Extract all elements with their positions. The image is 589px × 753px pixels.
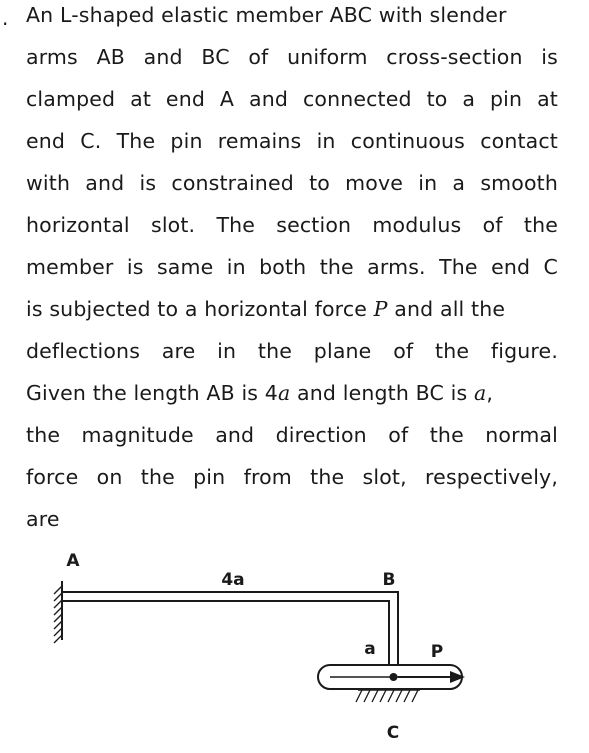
- question-line-10-end: ,: [486, 381, 494, 405]
- label-A: A: [66, 551, 80, 571]
- question-line-13: are: [26, 507, 60, 531]
- question-line-11: the magnitude and direction of the normal: [26, 423, 558, 447]
- question-line-9: deflections are in the plane of the figure.: [26, 339, 558, 363]
- l-shaped-member-figure: [0, 540, 589, 753]
- member-outer-edge: [62, 592, 398, 670]
- pin-C: [390, 673, 398, 681]
- label-BC-length: a: [364, 639, 376, 659]
- ground-hatching: [356, 690, 418, 702]
- question-line-2: arms AB and BC of uniform cross-section is: [26, 45, 558, 69]
- label-AB-length: 4a: [221, 570, 245, 590]
- question-line-6: horizontal slot. The section modulus of the: [26, 213, 558, 237]
- label-P: P: [430, 642, 444, 662]
- question-line-5: with and is constrained to move in a smooth: [26, 171, 558, 195]
- list-bullet: .: [2, 6, 9, 30]
- question-line-1: An L-shaped elastic member ABC with slender: [26, 3, 507, 27]
- question-line-4: end C. The pin remains in continuous contact: [26, 129, 558, 153]
- member-inner-edge: [62, 601, 389, 670]
- question-line-8: [26, 294, 505, 324]
- question-line-10-middle: and length BC is: [290, 381, 474, 405]
- question-line-8-end: and all the: [387, 297, 506, 321]
- question-line-10: [26, 378, 493, 408]
- question-line-10-start: Given the length AB is 4: [26, 381, 278, 405]
- label-C: C: [386, 723, 400, 743]
- question-line-8-start: is subjected to a horizontal force: [26, 297, 374, 321]
- variable-P: P: [373, 297, 388, 321]
- variable-a-1: a: [278, 381, 291, 405]
- question-line-3: clamped at end A and connected to a pin at: [26, 87, 558, 111]
- variable-a-2: a: [473, 381, 487, 405]
- question-line-12: force on the pin from the slot, respectively,: [26, 465, 558, 489]
- wall-hatching: [54, 586, 62, 643]
- question-line-7: member is same in both the arms. The end C: [26, 255, 558, 279]
- label-B: B: [382, 570, 396, 590]
